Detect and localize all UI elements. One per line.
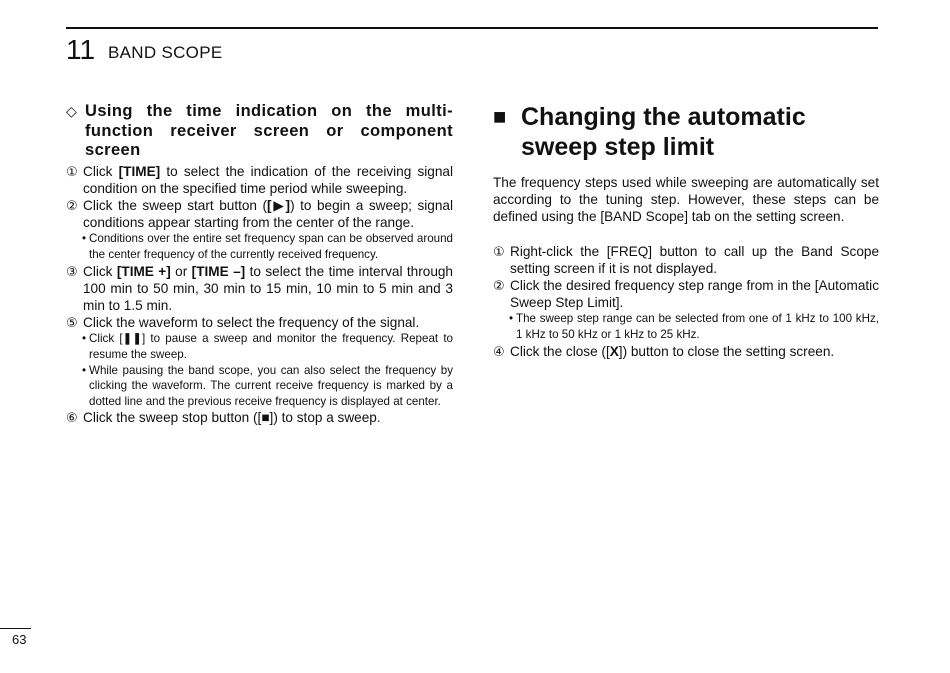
- time-plus-key: [TIME +]: [116, 263, 171, 279]
- note-item: • The sweep step range can be selected from one of 1 kHz to 100 kHz, 1 kHz to 50 kHz or 1 kHz to 25 kHz.: [509, 312, 879, 342]
- diamond-icon: ◇: [66, 103, 77, 119]
- close-key: X: [609, 343, 619, 359]
- step-text: Click the close ([X]) button to close the setting screen.: [510, 343, 835, 359]
- step-text: Click the sweep stop button ([■]) to stop a sweep.: [83, 410, 381, 426]
- step-text: Click the desired frequency step range from in the [Automatic Sweep Step Limit].: [510, 278, 879, 311]
- chapter-title: BAND SCOPE: [108, 43, 223, 62]
- step-number: ⑥: [66, 410, 78, 426]
- step-number: ②: [66, 197, 78, 213]
- step-text: Click [TIME +] or [TIME –] to select the time interval through 100 min to 50 min, 30 min to 15 min, 10 min to 5 min and 3 min to 1.5 min.: [83, 263, 453, 313]
- right-column: [493, 102, 879, 360]
- time-key: [TIME]: [118, 163, 161, 179]
- step-1: [66, 163, 453, 197]
- section-heading: [493, 102, 879, 162]
- subsection-heading: [66, 102, 453, 161]
- step-5-notes: [66, 331, 453, 409]
- step-4: [493, 343, 879, 360]
- step-text: Right-click the [FREQ] button to call up the Band Scope setting screen if it is not displayed.: [510, 243, 879, 276]
- step-number: ④: [493, 343, 505, 359]
- step-3: [66, 263, 453, 315]
- step-number: ①: [66, 163, 78, 179]
- step-text: Click [TIME] to select the indication of the receiving signal condition on the specified time period while sweeping.: [83, 163, 453, 196]
- step-6: [66, 409, 453, 426]
- step-2: [66, 197, 453, 231]
- step-text: Click the waveform to select the frequency of the signal.: [83, 315, 420, 331]
- note-item: • Click [❚❚] to pause a sweep and monitor the frequency. Repeat to resume the sweep.: [82, 332, 453, 361]
- page-number: 63: [12, 632, 27, 647]
- step-number: ①: [493, 243, 505, 259]
- section-heading-text: Changing the automatic sweep step limit: [521, 103, 806, 161]
- play-icon: [▶]: [267, 197, 291, 213]
- footer-rule: [0, 628, 31, 629]
- stop-icon: ■: [261, 410, 270, 426]
- subsection-heading-text: Using the time indication on the multi-function receiver screen or component screen: [85, 102, 453, 159]
- step-number: ③: [66, 263, 78, 279]
- step-number: ⑤: [66, 315, 78, 331]
- time-minus-key: [TIME –]: [191, 263, 246, 279]
- header-rule: [66, 27, 878, 29]
- step-number: ②: [493, 278, 505, 294]
- step-2-notes: [493, 311, 879, 342]
- intro-paragraph: The frequency steps used while sweeping are automatically set according to the tuning step. However, these steps can be defined using the [BAND Scope] tab on the setting screen.: [493, 175, 879, 225]
- step-5: [66, 314, 453, 331]
- square-bullet-icon: ■: [493, 104, 507, 129]
- step-text: Click the sweep start button ([▶]) to begin a sweep; signal conditions appear starting from the center of the range.: [83, 197, 453, 231]
- step-2-notes: [66, 231, 453, 262]
- step-2: [493, 277, 879, 311]
- note-item: • Conditions over the entire set frequency span can be observed around the center frequency of the currently received frequency.: [82, 232, 453, 261]
- left-column: [66, 102, 453, 426]
- chapter-number: 11: [66, 34, 96, 65]
- step-1: [493, 243, 879, 277]
- note-item: • While pausing the band scope, you can also select the frequency by clicking the waveform. The current receive frequency is marked by a dotted line and the previous receive frequency is displayed at center.: [82, 363, 453, 408]
